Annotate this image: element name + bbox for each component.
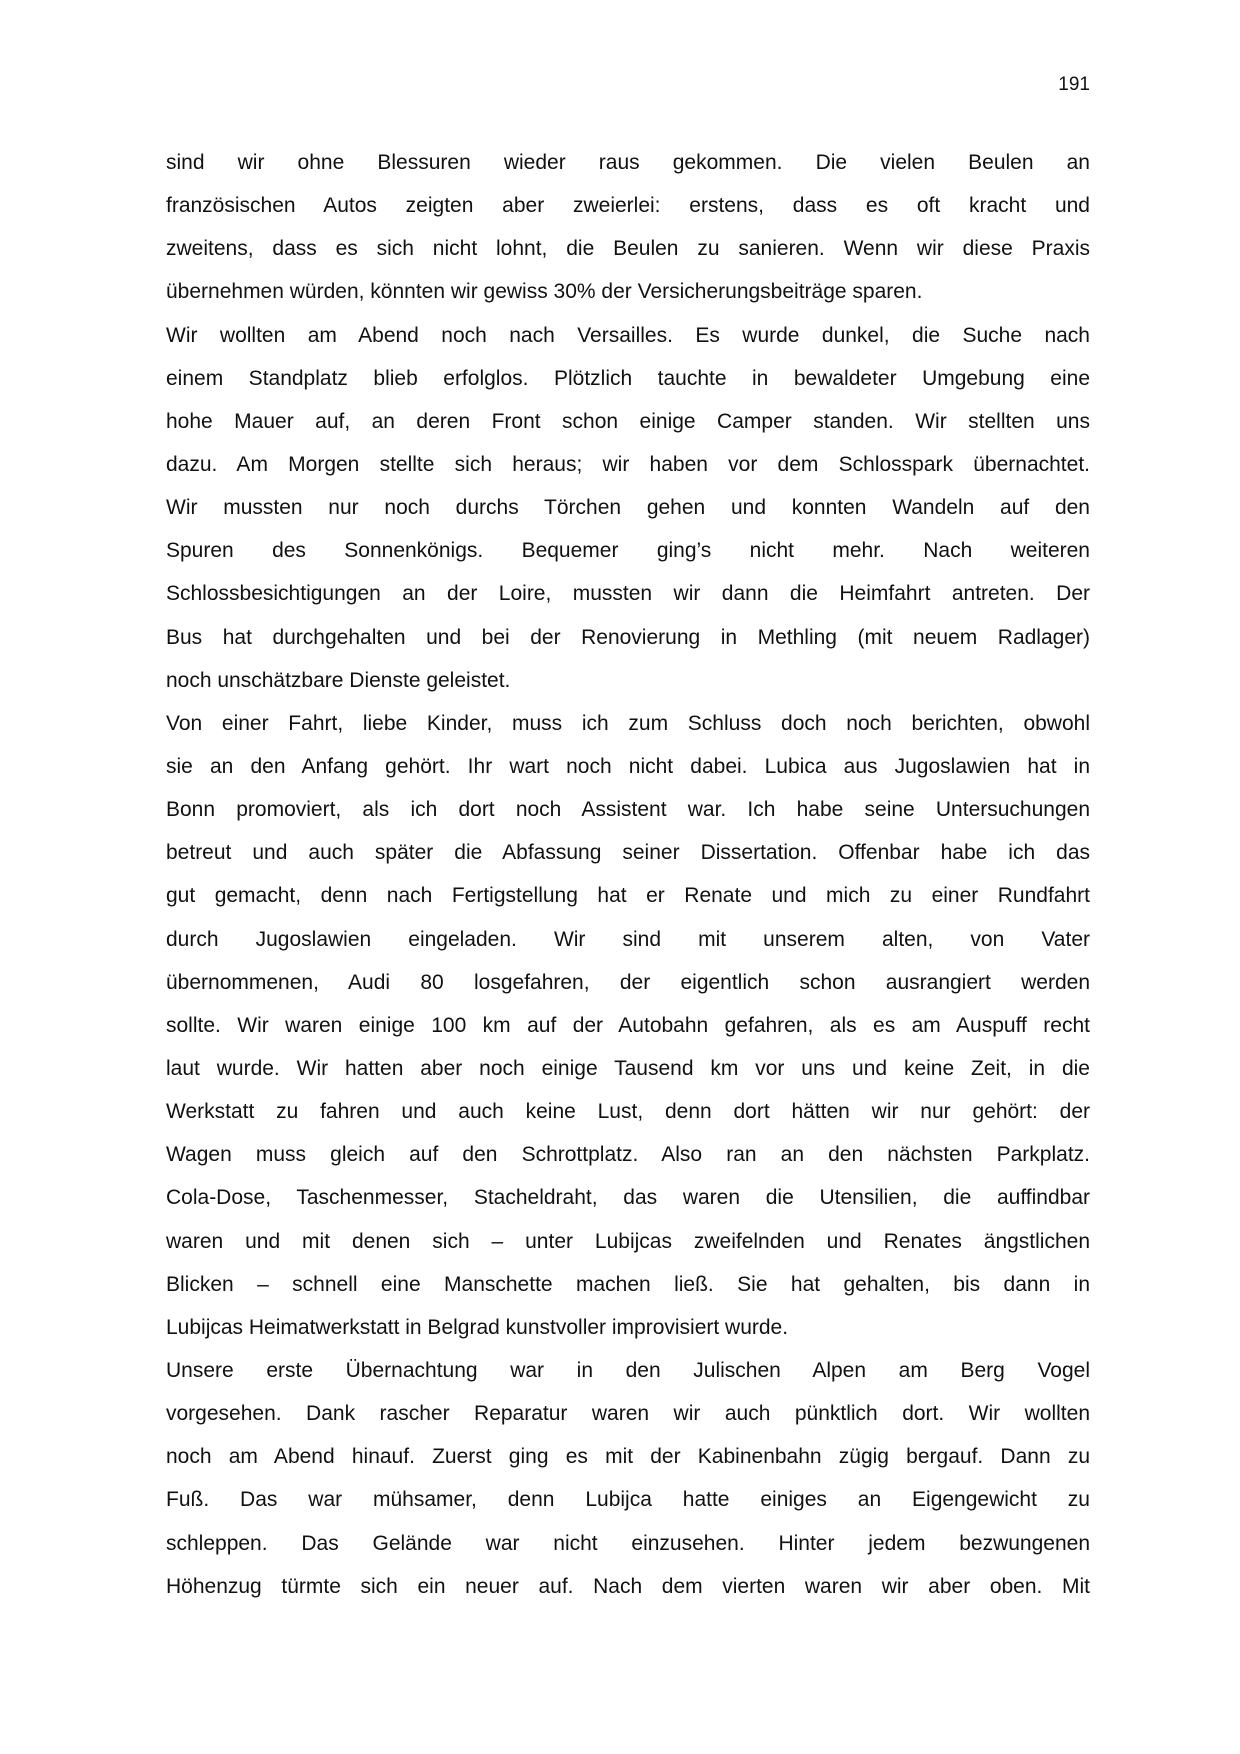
text-line: schleppen. Das Gelände war nicht einzusehen. Hinter jedem bezwungenen bbox=[166, 1531, 1090, 1555]
text-line: Fuß. Das war mühsamer, denn Lubijca hatte einiges an Eigengewicht zu bbox=[166, 1488, 1090, 1512]
text-line: Wir mussten nur noch durchs Törchen gehen und konnten Wandeln auf den bbox=[166, 496, 1090, 520]
text-line: dazu. Am Morgen stellte sich heraus; wir haben vor dem Schlosspark übernachtet. bbox=[166, 452, 1090, 476]
text-line: zweitens, dass es sich nicht lohnt, die Beulen zu sanieren. Wenn wir diese Praxis bbox=[166, 237, 1090, 261]
paragraph-1 bbox=[166, 145, 1090, 318]
paragraph-4 bbox=[166, 1353, 1090, 1612]
text-line: noch unschätzbare Dienste geleistet. bbox=[166, 668, 511, 692]
text-line: übernehmen würden, könnten wir gewiss 30% der Versicherungsbeiträge sparen. bbox=[166, 280, 923, 304]
text-line: Wir wollten am Abend noch nach Versailles. Es wurde dunkel, die Suche nach bbox=[166, 323, 1090, 347]
paragraph-3 bbox=[166, 706, 1090, 1353]
text-line: französischen Autos zeigten aber zweierlei: erstens, dass es oft kracht und bbox=[166, 194, 1090, 218]
text-line: laut wurde. Wir hatten aber noch einige Tausend km vor uns und keine Zeit, in die bbox=[166, 1056, 1090, 1080]
text-line: Unsere erste Übernachtung war in den Julischen Alpen am Berg Vogel bbox=[166, 1358, 1090, 1382]
text-line: Schlossbesichtigungen an der Loire, mussten wir dann die Heimfahrt antreten. Der bbox=[166, 582, 1090, 606]
text-line: sie an den Anfang gehört. Ihr wart noch nicht dabei. Lubica aus Jugoslawien hat in bbox=[166, 754, 1090, 778]
text-line: noch am Abend hinauf. Zuerst ging es mit der Kabinenbahn zügig bergauf. Dann zu bbox=[166, 1445, 1090, 1469]
text-line: einem Standplatz blieb erfolglos. Plötzlich tauchte in bewaldeter Umgebung eine bbox=[166, 366, 1090, 390]
text-line: Bonn promoviert, als ich dort noch Assistent war. Ich habe seine Untersuchungen bbox=[166, 798, 1090, 822]
text-line: übernommenen, Audi 80 losgefahren, der eigentlich schon ausrangiert werden bbox=[166, 970, 1090, 994]
text-line: Blicken – schnell eine Manschette machen ließ. Sie hat gehalten, bis dann in bbox=[166, 1272, 1090, 1296]
text-line: Höhenzug türmte sich ein neuer auf. Nach dem vierten waren wir aber oben. Mit bbox=[166, 1574, 1090, 1598]
text-line: sind wir ohne Blessuren wieder raus gekommen. Die vielen Beulen an bbox=[166, 151, 1090, 174]
text-line: Spuren des Sonnenkönigs. Bequemer ging’s nicht mehr. Nach weiteren bbox=[166, 539, 1090, 563]
text-line: sollte. Wir waren einige 100 km auf der Autobahn gefahren, als es am Auspuff recht bbox=[166, 1013, 1090, 1037]
text-line: Lubijcas Heimatwerkstatt in Belgrad kunstvoller improvisiert wurde. bbox=[166, 1315, 789, 1339]
text-line: Cola-Dose, Taschenmesser, Stacheldraht, das waren die Utensilien, die auffindbar bbox=[166, 1186, 1090, 1210]
paragraph-2 bbox=[166, 318, 1090, 706]
text-line: durch Jugoslawien eingeladen. Wir sind mit unserem alten, von Vater bbox=[166, 927, 1090, 951]
text-line: Wagen muss gleich auf den Schrottplatz. Also ran an den nächsten Parkplatz. bbox=[166, 1143, 1090, 1167]
page-number: 191 bbox=[1058, 74, 1090, 95]
text-line: Werkstatt zu fahren und auch keine Lust, denn dort hätten wir nur gehört: der bbox=[166, 1100, 1090, 1124]
text-line: betreut und auch später die Abfassung seiner Dissertation. Offenbar habe ich das bbox=[166, 841, 1090, 865]
text-line: hohe Mauer auf, an deren Front schon einige Camper standen. Wir stellten uns bbox=[166, 409, 1090, 433]
text-line: Von einer Fahrt, liebe Kinder, muss ich zum Schluss doch noch berichten, obwohl bbox=[166, 711, 1090, 735]
text-line: gut gemacht, denn nach Fertigstellung hat er Renate und mich zu einer Rundfahrt bbox=[166, 884, 1090, 908]
body-text bbox=[166, 145, 1090, 1612]
text-line: Bus hat durchgehalten und bei der Renovierung in Methling (mit neuem Radlager) bbox=[166, 625, 1090, 649]
text-line: vorgesehen. Dank rascher Reparatur waren wir auch pünktlich dort. Wir wollten bbox=[166, 1402, 1090, 1426]
text-line: waren und mit denen sich – unter Lubijcas zweifelnden und Renates ängstlichen bbox=[166, 1229, 1090, 1253]
